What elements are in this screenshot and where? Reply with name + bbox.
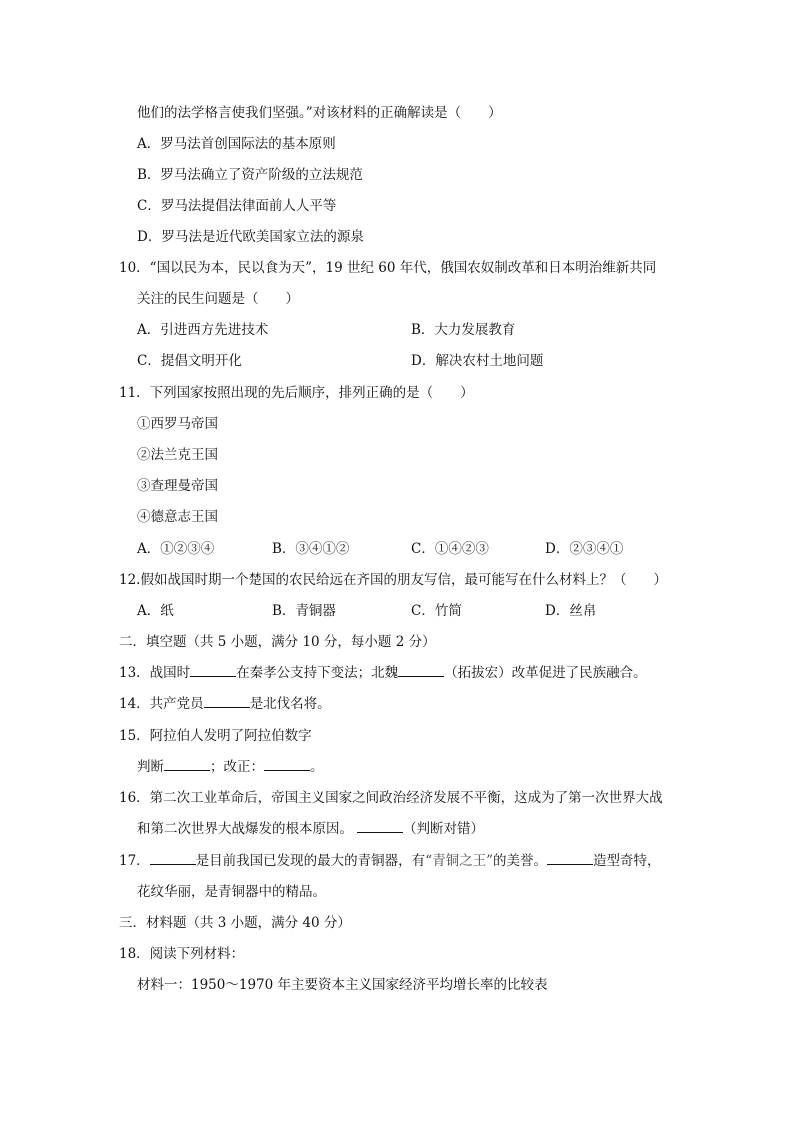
- q10-option-a: A．引进西方先进技术: [137, 322, 269, 338]
- q12-option-d: D．丝帛: [545, 603, 597, 619]
- q18-stem: 18．阅读下列材料：: [119, 946, 245, 962]
- q15-stem: 15．阿拉伯人发明了阿拉伯数字: [119, 728, 312, 744]
- q9-option-b: B．罗马法确立了资产阶级的立法规范: [137, 167, 363, 183]
- q17-part2: 是目前我国已发现的最大的青铜器，有: [195, 853, 426, 869]
- q13-part2: 在秦孝公支持下变法；北魏: [236, 665, 399, 681]
- q14-part2: 是北伐名将。: [249, 696, 331, 712]
- q9-option-d: D．罗马法是近代欧美国家立法的源泉: [137, 229, 364, 245]
- q14-blank[interactable]: [204, 695, 250, 708]
- q15-judge-label: 判断: [137, 759, 164, 775]
- q16-part2: （判断对错）: [403, 821, 484, 837]
- q11-option-a: A．①②③④: [137, 541, 215, 557]
- q17-blank-2[interactable]: [547, 852, 593, 865]
- q10-option-c: C．提倡文明开化: [137, 353, 242, 369]
- q11-item-2: ②法兰克王国: [137, 447, 218, 463]
- q12-option-b: B．青铜器: [272, 603, 336, 619]
- q18-material1: 材料一：1950～1970 年主要资本主义国家经济平均增长率的比较表: [137, 977, 548, 993]
- q12-option-a: A．纸: [137, 603, 174, 619]
- section2-title: 二．填空题（共 5 小题，满分 10 分，每小题 2 分）: [119, 634, 436, 650]
- q13: [119, 664, 647, 682]
- q12-option-c: C．竹简: [411, 603, 462, 619]
- q11-item-3: ③查理曼帝国: [137, 478, 218, 494]
- q11-stem: 11．下列国家按照出现的先后顺序，排列正确的是（ ）: [119, 385, 474, 401]
- q11-item-4: ④德意志王国: [137, 509, 218, 525]
- q10-stem-line1: 10．“国以民为本，民以食为天”，19 世纪 60 年代，俄国农奴制改革和日本明治维新共同: [119, 260, 657, 276]
- q17-part4: 造型奇特，: [593, 853, 661, 869]
- section3-title: 三．材料题（共 3 小题，满分 40 分）: [119, 915, 351, 931]
- q11-option-c: C．①④②③: [411, 541, 489, 557]
- q16-stem-line1: 16．第二次工业革命后，帝国主义国家之间政治经济发展不平衡，这成为了第一次世界大战: [119, 790, 663, 806]
- q10-option-b: B．大力发展教育: [411, 322, 516, 338]
- q9-stem-tail: 他们的法学格言使我们坚强。”对该材料的正确解读是（ ）: [137, 105, 502, 121]
- q15-end: 。: [310, 759, 324, 775]
- q10-stem-line2: 关注的民生问题是（ ）: [137, 291, 299, 307]
- q15-correct-label: ；改正：: [210, 759, 264, 775]
- q16-part1: 和第二次世界大战爆发的根本原因。: [137, 821, 353, 837]
- q13-part3: （拓拔宏）改革促进了民族融合。: [444, 665, 647, 681]
- q9-option-a: A．罗马法首创国际法的基本原则: [137, 136, 336, 152]
- q17-stem-line1: [119, 852, 661, 870]
- q9-option-c: C．罗马法提倡法律面前人人平等: [137, 198, 337, 214]
- q17-quote: “青铜之王”: [425, 853, 493, 869]
- q14-part1: 14．共产党员: [119, 696, 204, 712]
- q11-item-1: ①西罗马帝国: [137, 416, 218, 432]
- q17-stem-line2: 花纹华丽，是青铜器中的精品。: [137, 884, 326, 900]
- q14: [119, 695, 331, 713]
- q17-part3: 的美誉。: [493, 853, 547, 869]
- q16-stem-line2: [137, 820, 484, 838]
- q12-stem: 12.假如战国时期一个楚国的农民给远在齐国的朋友写信，最可能写在什么材料上？（ ）: [119, 572, 667, 588]
- q15-correct-blank[interactable]: [264, 758, 310, 771]
- q13-blank-1[interactable]: [190, 664, 236, 677]
- q11-option-b: B．③④①②: [272, 541, 350, 557]
- q10-option-d: D．解决农村土地问题: [411, 353, 544, 369]
- q13-blank-2[interactable]: [398, 664, 444, 677]
- q13-part1: 13．战国时: [119, 665, 191, 681]
- q17-blank-1[interactable]: [150, 852, 196, 865]
- q16-blank[interactable]: [357, 820, 403, 833]
- q11-option-d: D．②③④①: [545, 541, 624, 557]
- q15-judge-blank[interactable]: [164, 758, 210, 771]
- q15-answer-line: [137, 758, 324, 776]
- q17-number: 17．: [119, 853, 150, 869]
